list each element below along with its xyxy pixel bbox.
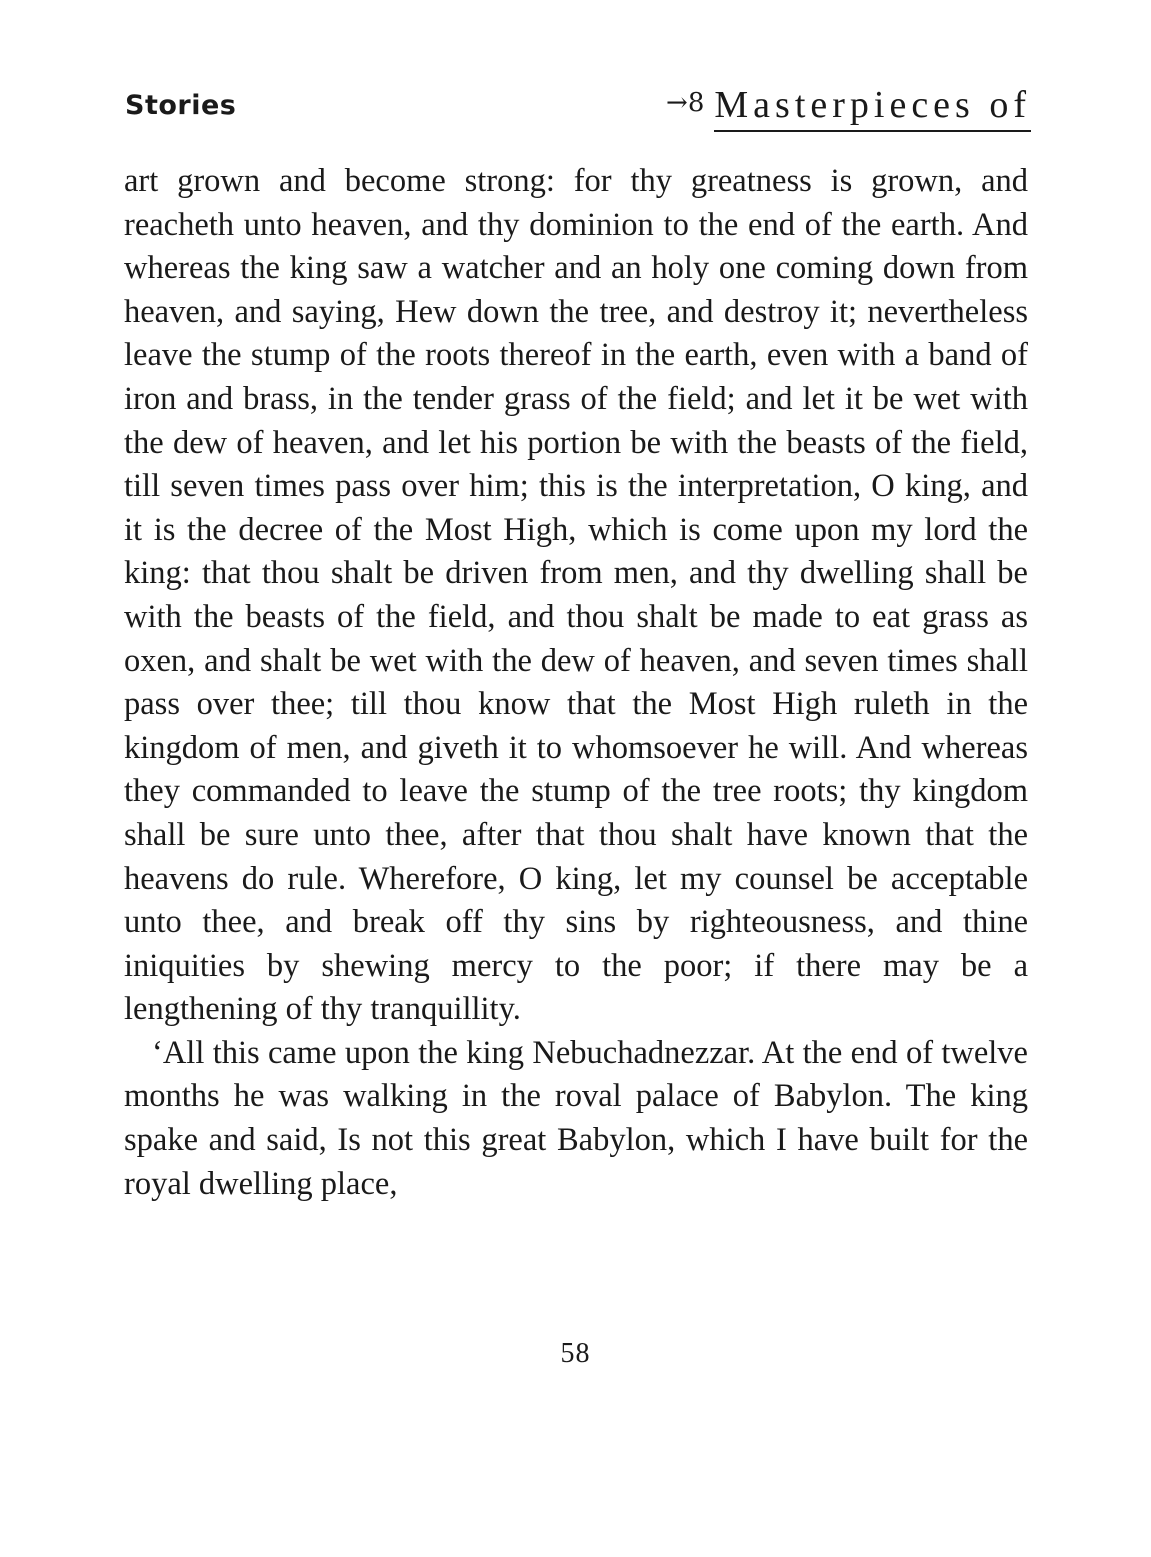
header-title-group	[666, 80, 1031, 136]
running-head	[125, 80, 1031, 140]
section-label: Stories	[125, 90, 237, 121]
body-text	[124, 160, 1028, 1206]
paragraph-continued: art grown and become strong: for thy greatness is grown, and reacheth unto heaven, and thy dominion to the end of the earth. And whereas the king saw a watcher and an holy one coming down from heaven, and saying, Hew down the tree, and destroy it; nevertheless leave the stump of the roots thereof in the earth, even with a band of iron and brass, in the tender grass of the field; and let it be wet with the dew of heaven, and let his portion be with the beasts of the field, till seven times pass over him; this is the interpretation, O king, and it is the decree of the Most High, which is come upon my lord the king: that thou shalt be driven from men, and thy dwelling shall be with the beasts of the field, and thou shalt be made to eat grass as oxen, and shalt be wet with the dew of heaven, and seven times shall pass over thee; till thou know that the Most High ruleth in the kingdom of men, and giveth it to whomsoever he will. And whereas they commanded to leave the stump of the tree roots; thy kingdom shall be sure unto thee, after that thou shalt have known that the heavens do rule. Wherefore, O king, let my counsel be acceptable unto thee, and break off thy sins by righteousness, and thine iniquities by shewing mercy to the poor; if there may be a lengthening of thy tranquillity.	[124, 163, 1028, 1028]
paragraph: ‘All this came upon the king Nebuchadnezzar. At the end of twelve months he was walking in the roval palace of Babylon. The king spake and said, Is not this great Babylon, which I have built for the royal dwelling place,	[124, 1034, 1028, 1202]
page-number: 58	[560, 1338, 591, 1369]
arrow-ornament-icon: →8	[666, 88, 705, 118]
book-title: Masterpieces of	[714, 86, 1031, 132]
